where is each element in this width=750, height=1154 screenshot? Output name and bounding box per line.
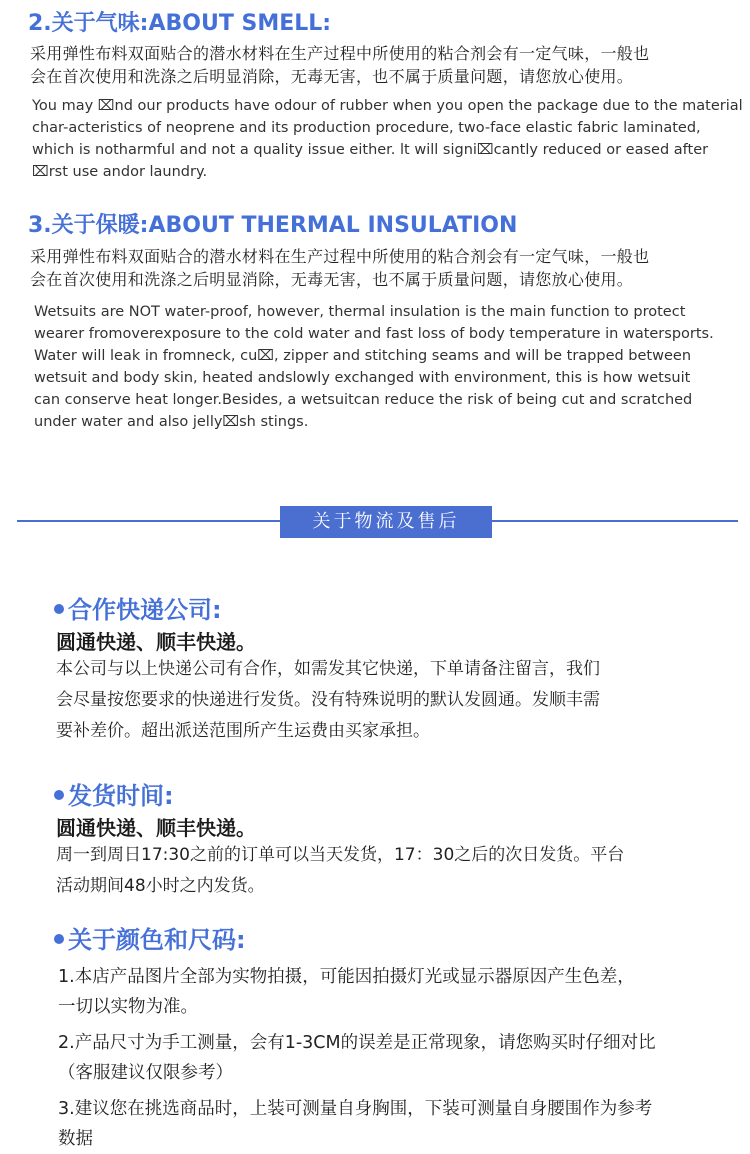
list-item-line: 一切以实物为准。 [58,997,198,1017]
text-line: 采用弹性布料双面贴合的潜水材料在生产过程中所使用的粘合剂会有一定气味，一般也 [30,44,650,63]
text-line: 本公司与以上快递公司有合作，如需发其它快递，下单请备注留言，我们 [56,659,600,679]
text-line: can conserve heat longer.Besides, a wetsuitcan reduce the risk of being cut and scratched [34,392,693,408]
bullet-dot [54,604,64,614]
text-line: 会在首次使用和洗涤之后明显消除，无毒无害，也不属于质量问题，请您放心使用。 [30,270,634,289]
courier-subtitle: 圆通快递、顺丰快递。 [56,630,256,654]
list-item-line: （客服建议仅限参考） [58,1063,233,1083]
list-item-line: 2.产品尺寸为手工测量，会有1-3CM的误差是正常现象，请您购买时仔细对比 [58,1033,656,1053]
text-line: char-acteristics of neoprene and its production procedure, two-face elastic fabric laminated, [32,120,701,136]
courier-paragraph [56,654,600,747]
color-size-title: 关于颜色和尺码: [54,920,246,955]
color-size-list [58,962,635,1022]
list-item-line: 3.建议您在挑选商品时，上装可测量自身胸围，下装可测量自身腰围作为参考 [58,1099,653,1119]
shipping-paragraph [56,840,624,902]
text-line: 采用弹性布料双面贴合的潜水材料在生产过程中所使用的粘合剂会有一定气味，一般也 [30,247,650,266]
text-line: You may ⌧nd our products have odour of rubber when you open the package due to the material [32,98,743,114]
divider-right [490,520,738,522]
logistics-banner: 关于物流及售后 [280,506,492,538]
smell-cn-paragraph [30,42,649,88]
text-line: 会在首次使用和洗涤之后明显消除，无毒无害，也不属于质量问题，请您放心使用。 [30,67,634,86]
text-line: ⌧rst use andor laundry. [32,164,208,180]
text-line: Wetsuits are NOT water-proof, however, thermal insulation is the main function to protect [34,304,686,320]
bullet-dot [54,790,64,800]
courier-title: 合作快递公司: [54,590,222,625]
text-line: under water and also jelly⌧sh stings. [34,414,309,430]
color-size-list [58,1028,656,1088]
bullet-dot [54,934,64,944]
text-line: Water will leak in fromneck, cu⌧, zipper and stitching seams and will be trapped between [34,348,692,364]
text-line: 活动期间48小时之内发货。 [56,876,265,896]
text-line: wearer fromoverexposure to the cold water and fast loss of body temperature in watersports. [34,326,714,342]
shipping-title: 发货时间: [54,776,174,811]
color-size-list [58,1094,652,1154]
thermal-cn-paragraph [30,245,649,291]
text-line: which is notharmful and not a quality issue either. lt will signi⌧cantly reduced or eased after [32,142,709,158]
thermal-heading: 3.关于保暖:ABOUT THERMAL INSULATION [28,213,518,238]
text-line: 要补差价。超出派送范围所产生运费由买家承担。 [56,721,430,741]
thermal-en-paragraph [34,301,714,433]
list-item-line: 数据 [58,1129,93,1149]
list-item-line: 1.本店产品图片全部为实物拍摄，可能因拍摄灯光或显示器原因产生色差， [58,967,635,987]
text-line: 会尽量按您要求的快递进行发货。没有特殊说明的默认发圆通。发顺丰需 [56,690,600,710]
shipping-subtitle: 圆通快递、顺丰快递。 [56,816,256,840]
divider-left [17,520,282,522]
text-line: 周一到周日17:30之前的订单可以当天发货，17：30之后的次日发货。平台 [56,845,625,865]
text-line: wetsuit and body skin, heated andslowly exchanged with environment, this is how wetsuit [34,370,691,386]
smell-heading: 2.关于气味:ABOUT SMELL: [28,11,332,36]
smell-en-paragraph [32,95,743,183]
